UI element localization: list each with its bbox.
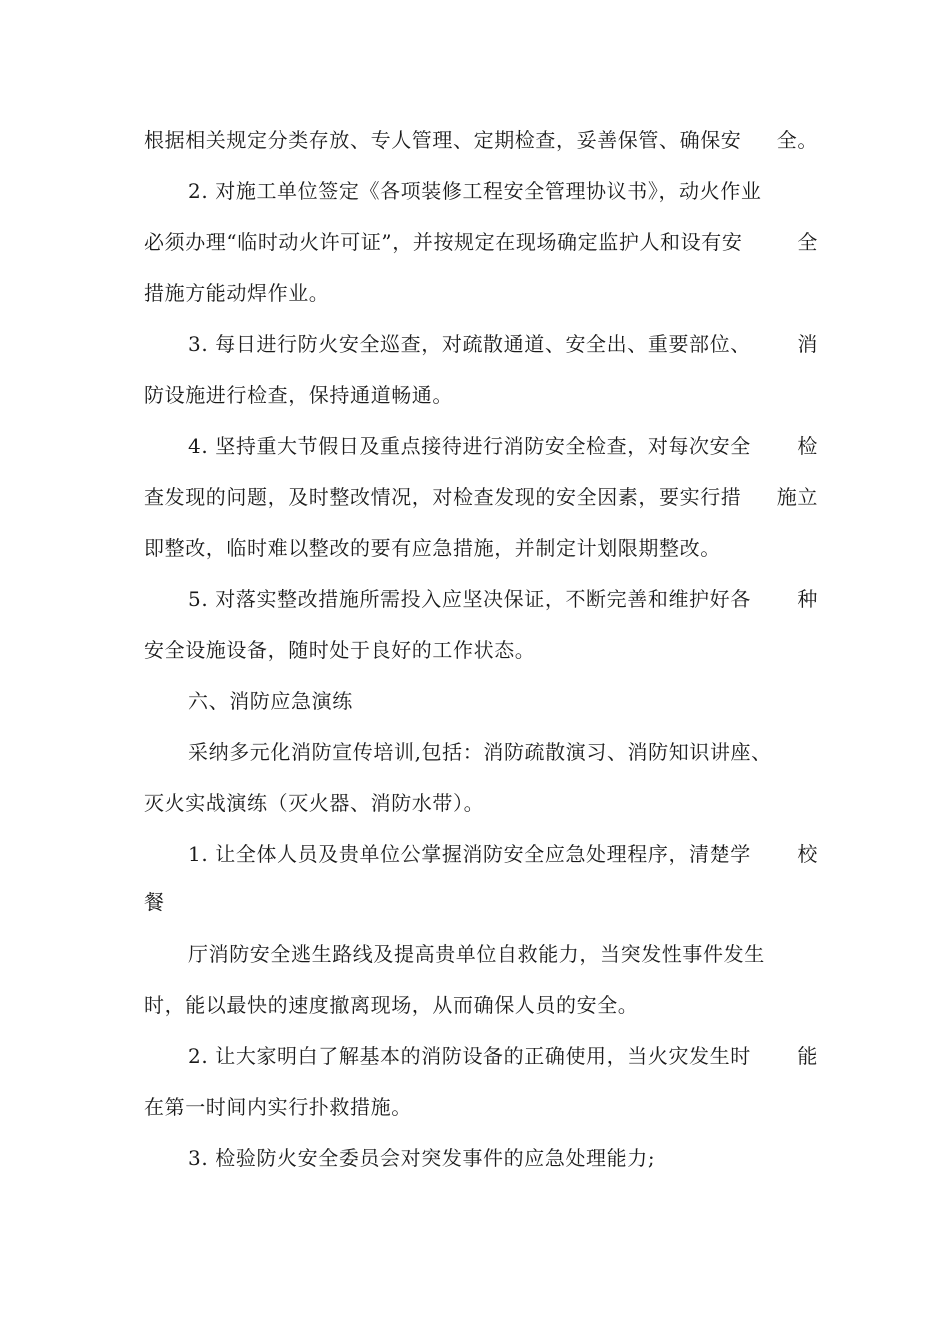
text-segment: 即整改，临时难以整改的要有应急措施，并制定计划限期整改。 bbox=[144, 536, 721, 560]
text-segment: 时，能以最快的速度撤离现场，从而确保人员的安全。 bbox=[144, 993, 639, 1017]
text-segment: 餐 bbox=[144, 890, 165, 914]
text-segment: 5. 对落实整改措施所需投入应坚决保证，不断完善和维护好各 bbox=[188, 587, 751, 611]
text-segment: 全。 bbox=[776, 128, 818, 152]
text-segment: 查发现的问题，及时整改情况，对检查发现的安全因素，要实行措 bbox=[144, 485, 742, 509]
text-segment: 措施方能动焊作业。 bbox=[144, 281, 330, 305]
text-line-16 bbox=[144, 888, 165, 916]
text-segment: 厅消防安全逃生路线及提高贵单位自救能力，当突发性事件发生 bbox=[188, 942, 765, 966]
text-segment: 2. 让大家明白了解基本的消防设备的正确使用，当火灾发生时 bbox=[188, 1044, 751, 1068]
text-line-18 bbox=[144, 991, 638, 1019]
text-line-17 bbox=[188, 940, 765, 968]
text-segment: 2. 对施工单位签定《各项装修工程安全管理协议书》，动火作业 bbox=[188, 179, 762, 203]
text-segment: 六、消防应急演练 bbox=[188, 689, 353, 713]
text-line-3 bbox=[144, 228, 818, 256]
text-line-21 bbox=[188, 1144, 655, 1172]
text-segment: 1. 让全体人员及贵单位公掌握消防安全应急处理程序，清楚学 bbox=[188, 842, 751, 866]
text-line-13 bbox=[188, 738, 772, 766]
text-segment: 全 bbox=[797, 230, 818, 254]
text-segment: 种 bbox=[797, 587, 818, 611]
text-segment: 4. 坚持重大节假日及重点接待进行消防安全检查，对每次安全 bbox=[188, 434, 751, 458]
text-line-9 bbox=[144, 534, 721, 562]
text-segment: 3. 检验防火安全委员会对突发事件的应急处理能力; bbox=[188, 1146, 656, 1170]
text-segment: 施立 bbox=[776, 485, 818, 509]
text-line-10 bbox=[188, 585, 818, 613]
text-line-15 bbox=[188, 840, 818, 868]
text-segment: 安全设施设备，随时处于良好的工作状态。 bbox=[144, 638, 536, 662]
text-line-2 bbox=[188, 177, 761, 205]
text-line-8 bbox=[144, 483, 818, 511]
text-segment: 检 bbox=[797, 434, 818, 458]
text-line-19 bbox=[188, 1042, 818, 1070]
text-line-6 bbox=[144, 381, 453, 409]
text-segment: 采纳多元化消防宣传培训,包括：消防疏散演习、消防知识讲座、 bbox=[188, 740, 772, 764]
text-segment: 消 bbox=[797, 332, 818, 356]
text-segment: 3. 每日进行防火安全巡查，对疏散通道、安全出、重要部位、 bbox=[188, 332, 751, 356]
text-segment: 防设施进行检查，保持通道畅通。 bbox=[144, 383, 453, 407]
text-line-20 bbox=[144, 1093, 412, 1121]
text-segment: 在第一时间内实行扑救措施。 bbox=[144, 1095, 412, 1119]
text-line-5 bbox=[188, 330, 818, 358]
text-line-11 bbox=[144, 636, 535, 664]
text-segment: 根据相关规定分类存放、专人管理、定期检查，妥善保管、确保安 bbox=[144, 128, 742, 152]
text-segment: 能 bbox=[797, 1044, 818, 1068]
section-heading bbox=[188, 687, 353, 715]
text-line-7 bbox=[188, 432, 818, 460]
text-line-14 bbox=[144, 789, 484, 817]
text-segment: 校 bbox=[797, 842, 818, 866]
text-line-1 bbox=[144, 126, 818, 154]
text-segment: 灭火实战演练（灭火器、消防水带）。 bbox=[144, 791, 485, 815]
text-segment: 必须办理“临时动火许可证”，并按规定在现场确定监护人和设有安 bbox=[144, 230, 743, 254]
text-line-4 bbox=[144, 279, 329, 307]
